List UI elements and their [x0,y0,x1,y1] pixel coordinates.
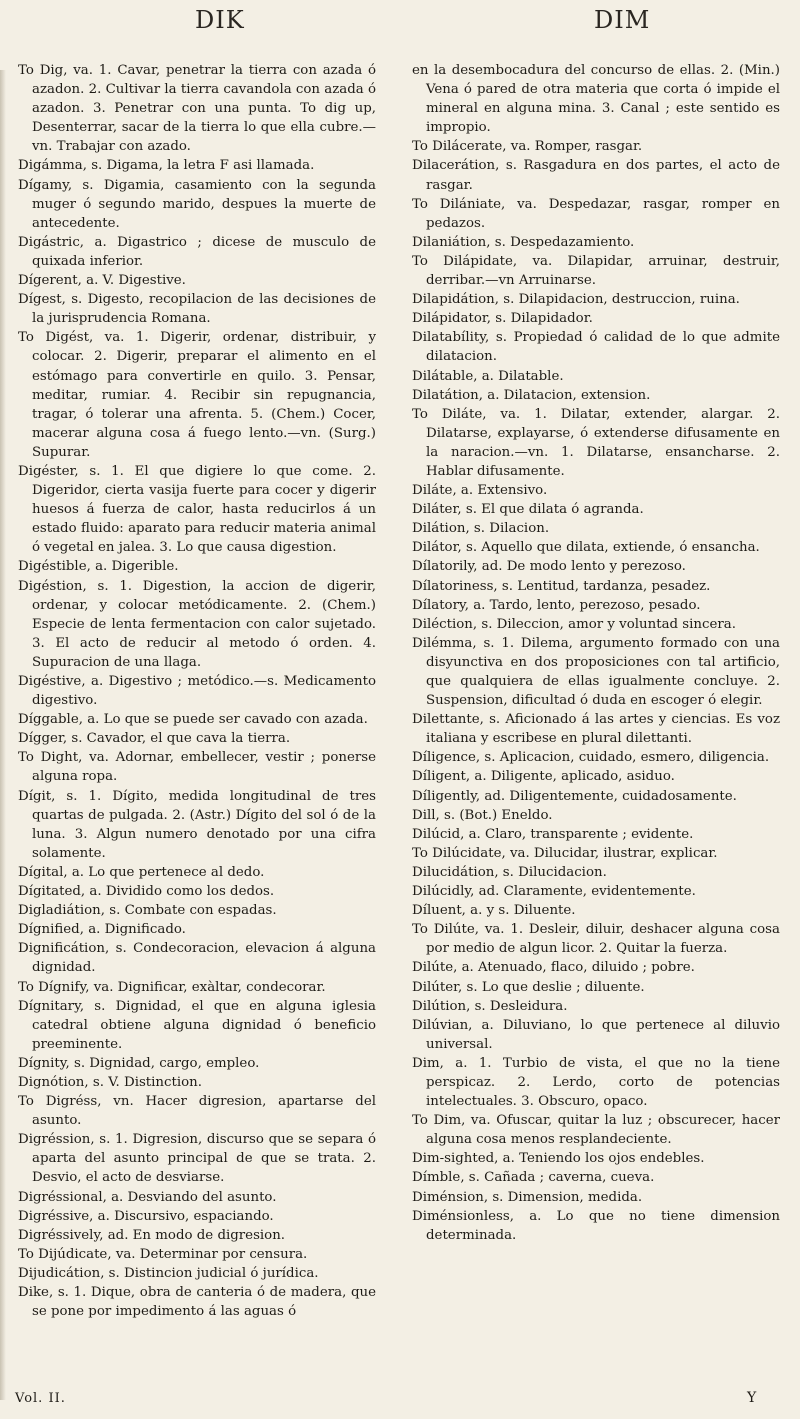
dictionary-entry: Dímble, s. Cañada ; caverna, cueva. [412,1170,655,1186]
dictionary-entry: Dill, s. (Bot.) Eneldo. [412,807,553,823]
signature-mark: Y [747,1390,757,1406]
dictionary-entry: Dilápidator, s. Dilapidador. [412,311,593,327]
dictionary-entry: Dígerent, a. V. Digestive. [18,273,186,289]
dictionary-entry: Digréssion, s. 1. Digresion, discurso que se separa ó aparta del asunto principal de que se trata. 2. Desvio, el acto de desviarse. [18,1132,376,1186]
volume-label: Vol. II. [15,1391,66,1406]
dictionary-entry: Diménsion, s. Dimension, medida. [412,1189,643,1205]
dictionary-entry: Dígest, s. Digesto, recopilacion de las decisiones de la jurisprudencia Romana. [18,292,376,327]
header-left-guide-word: DIK [195,6,245,34]
dictionary-entry: Dilúvian, a. Diluviano, lo que pertenece al diluvio universal. [412,1017,780,1052]
dictionary-entry: Digréssional, a. Desviando del asunto. [18,1189,277,1205]
right-column [412,61,780,1245]
dictionary-entry: Dim, a. 1. Turbio de vista, el que no la tiene perspicaz. 2. Lerdo, corto de potencias intelectuales. 3. Obscuro, opaco. [412,1055,780,1110]
dictionary-entry: To Dilániate, va. Despedazar, rasgar, romper en pedazos. [412,196,780,231]
dictionary-entry: Dim-sighted, a. Teniendo los ojos endebles. [412,1151,705,1167]
dictionary-entry: Diménsionless, a. Lo que no tiene dimension determinada. [412,1208,780,1243]
dictionary-entry: Díligent, a. Diligente, aplicado, asiduo. [412,769,675,785]
dictionary-entry: To Digést, va. 1. Digerir, ordenar, distribuir, y colocar. 2. Digerir, preparar el alimento en el estómago para convertirle en quilo. 3. Pensar, meditar, rumiar. 4. Recibir sin repugnancia, tragar, ó tolerar una afrenta. 5. (Chem.) Cocer, macerar alguna cosa á fuego lento.—vn. (Surg.) Supurar. [18,330,376,460]
dictionary-entry: Dígit, s. 1. Dígito, medida longitudinal de tres quartas de pulgada. 2. (Astr.) Dígito del sol ó de la luna. 3. Algun numero denotado por una cifra solamente. [18,788,376,861]
dictionary-entry: Dilapidátion, s. Dilapidacion, destruccion, ruina. [412,292,740,308]
dictionary-entry: Dílatory, a. Tardo, lento, perezoso, pesado. [412,597,701,613]
dictionary-entry: Díligence, s. Aplicacion, cuidado, esmero, diligencia. [412,750,770,766]
dictionary-entry: Dílatoriness, s. Lentitud, tardanza, pesadez. [412,578,711,594]
dictionary-entry: Digéster, s. 1. El que digiere lo que come. 2. Digeridor, cierta vasija fuerte para cocer y digerir huesos á fuerza de calor, hasta reducirlos á un estado fluido: aparato para reducir materia animal ó vegetal en jalea. 3. Lo que causa digestion. [18,463,376,556]
dictionary-entry: Digástric, a. Digastrico ; dicese de musculo de quixada inferior. [18,234,376,269]
dictionary-entry: Digéstive, a. Digestivo ; metódico.—s. Medicamento digestivo. [18,674,376,709]
dictionary-entry: Dilátor, s. Aquello que dilata, extiende, ó ensancha. [412,540,760,556]
dictionary-entry: Digréssive, a. Discursivo, espaciando. [18,1208,274,1224]
dictionary-entry: Dilúcidly, ad. Claramente, evidentemente. [412,884,696,900]
header-right-guide-word: DIM [594,6,651,34]
dictionary-entry: Dilúcid, a. Claro, transparente ; evidente. [412,826,694,842]
binding-edge [0,70,6,1400]
dictionary-entry: Digéstible, a. Digerible. [18,559,179,575]
left-column [18,61,376,1321]
dictionary-entry: Dígamy, s. Digamia, casamiento con la segunda muger ó segundo marido, despues la muerte de antecedente. [18,177,376,231]
dictionary-entry: Dignificátion, s. Condecoracion, elevacion á alguna dignidad. [18,941,376,976]
dictionary-entry: To Dilúcidate, va. Dilucidar, ilustrar, explicar. [412,845,718,861]
dictionary-entry: To Dim, va. Ofuscar, quitar la luz ; obscurecer, hacer alguna cosa menos resplandeciente. [412,1113,780,1148]
dictionary-entry: To Dilácerate, va. Romper, rasgar. [412,139,643,155]
dictionary-entry: Dígnified, a. Dignificado. [18,922,186,938]
dictionary-entry: Dike, s. 1. Dique, obra de canteria ó de madera, que se pone por impedimento á las aguas ó [18,1285,376,1320]
dictionary-entry: Dilúter, s. Lo que deslie ; diluente. [412,979,645,995]
dictionary-entry: Digréssively, ad. En modo de digresion. [18,1227,286,1243]
dictionary-entry: Dilaniátion, s. Despedazamiento. [412,234,635,250]
dictionary-entry: Digámma, s. Digama, la letra F asi llamada. [18,158,315,174]
dictionary-entry: To Dígnify, va. Dignificar, exàltar, condecorar. [18,979,326,995]
dictionary-entry: Dilémma, s. 1. Dilema, argumento formado con una disyunctiva en dos proposiciones con tal artificio, que qualquiera de ellas igualmente concluye. 2. Suspension, dificultad ó duda en escoger ó elegir. [412,635,780,709]
dictionary-entry: Dilátion, s. Dilacion. [412,521,550,537]
dictionary-entry: en la desembocadura del concurso de ellas. 2. (Min.) Vena ó pared de otra materia que corta ó impide el mineral en alguna mina. 3. Canal ; este sentido es impropio. [412,63,780,136]
dictionary-entry: To Dight, va. Adornar, embellecer, vestir ; ponerse alguna ropa. [18,750,376,785]
dictionary-entry: Dilátable, a. Dilatable. [412,368,564,384]
dictionary-entry: Dígital, a. Lo que pertenece al dedo. [18,864,265,880]
dictionary-entry: To Dilúte, va. 1. Desleir, diluir, deshacer alguna cosa por medio de algun licor. 2. Quitar la fuerza. [412,922,780,957]
dictionary-entry: To Dilápidate, va. Dilapidar, arruinar, destruir, derribar.—vn Arruinarse. [412,253,780,289]
dictionary-entry: Dígnitary, s. Dignidad, el que en alguna iglesia catedral obtiene alguna dignidad ó beneficio preeminente. [18,998,376,1052]
dictionary-entry: Dilatátion, a. Dilatacion, extension. [412,387,651,403]
dictionary-entry: Dilucidátion, s. Dilucidacion. [412,864,607,880]
dictionary-entry: Diláte, a. Extensivo. [412,483,548,499]
dictionary-entry: Dijudicátion, s. Distincion judicial ó jurídica. [18,1265,319,1281]
dictionary-entry: Díligently, ad. Diligentemente, cuidadosamente. [412,788,737,804]
dictionary-entry: Dígitated, a. Dividido como los dedos. [18,884,275,900]
dictionary-entry: Díggable, a. Lo que se puede ser cavado con azada. [18,712,368,728]
dictionary-entry: Dilúte, a. Atenuado, flaco, diluido ; pobre. [412,960,695,976]
dictionary-entry: Dilatabílity, s. Propiedad ó calidad de lo que admite dilatacion. [412,330,780,365]
dictionary-entry: Dilútion, s. Desleidura. [412,998,568,1014]
dictionary-entry: Dílatorily, ad. De modo lento y perezoso. [412,559,686,575]
dictionary-entry: Dilacerátion, s. Rasgadura en dos partes, el acto de rasgar. [412,158,780,193]
dictionary-entry: Dilettante, s. Aficionado á las artes y ciencias. Es voz italiana y escribese en plural dilettanti. [412,712,780,747]
dictionary-entry: To Digréss, vn. Hacer digresion, apartarse del asunto. [18,1094,376,1129]
dictionary-entry: To Dijúdicate, va. Determinar por censura. [18,1246,308,1262]
dictionary-entry: Diléction, s. Dileccion, amor y voluntad sincera. [412,616,736,632]
dictionary-entry: Dígger, s. Cavador, el que cava la tierra. [18,731,291,747]
dictionary-entry: Dignótion, s. V. Distinction. [18,1074,203,1090]
running-header [0,6,800,50]
dictionary-entry: To Dig, va. 1. Cavar, penetrar la tierra con azada ó azadon. 2. Cultivar la tierra cavandola con azada ó azadon. 3. Penetrar con una punta. To dig up, Desenterrar, sacar de la tierra lo que ella cubre.—vn. Trabajar con azado. [18,63,376,155]
dictionary-entry: To Diláte, va. 1. Dilatar, extender, alargar. 2. Dilatarse, explayarse, ó extenderse difusamente en la naracion.—vn. 1. Dilatarse, ensancharse. 2. Hablar difusamente. [412,406,780,479]
dictionary-entry: Digéstion, s. 1. Digestion, la accion de digerir, ordenar, y colocar metódicamente. 2. (Chem.) Especie de lenta fermentacion con calor sujetado. 3. El acto de reducir al metodo ó orden. 4. Supuracion de una llaga. [18,578,376,670]
dictionary-entry: Díluent, a. y s. Diluente. [412,903,576,919]
dictionary-entry: Digladiátion, s. Combate con espadas. [18,903,277,919]
dictionary-entry: Dígnity, s. Dignidad, cargo, empleo. [18,1055,260,1071]
dictionary-entry: Diláter, s. El que dilata ó agranda. [412,502,644,518]
